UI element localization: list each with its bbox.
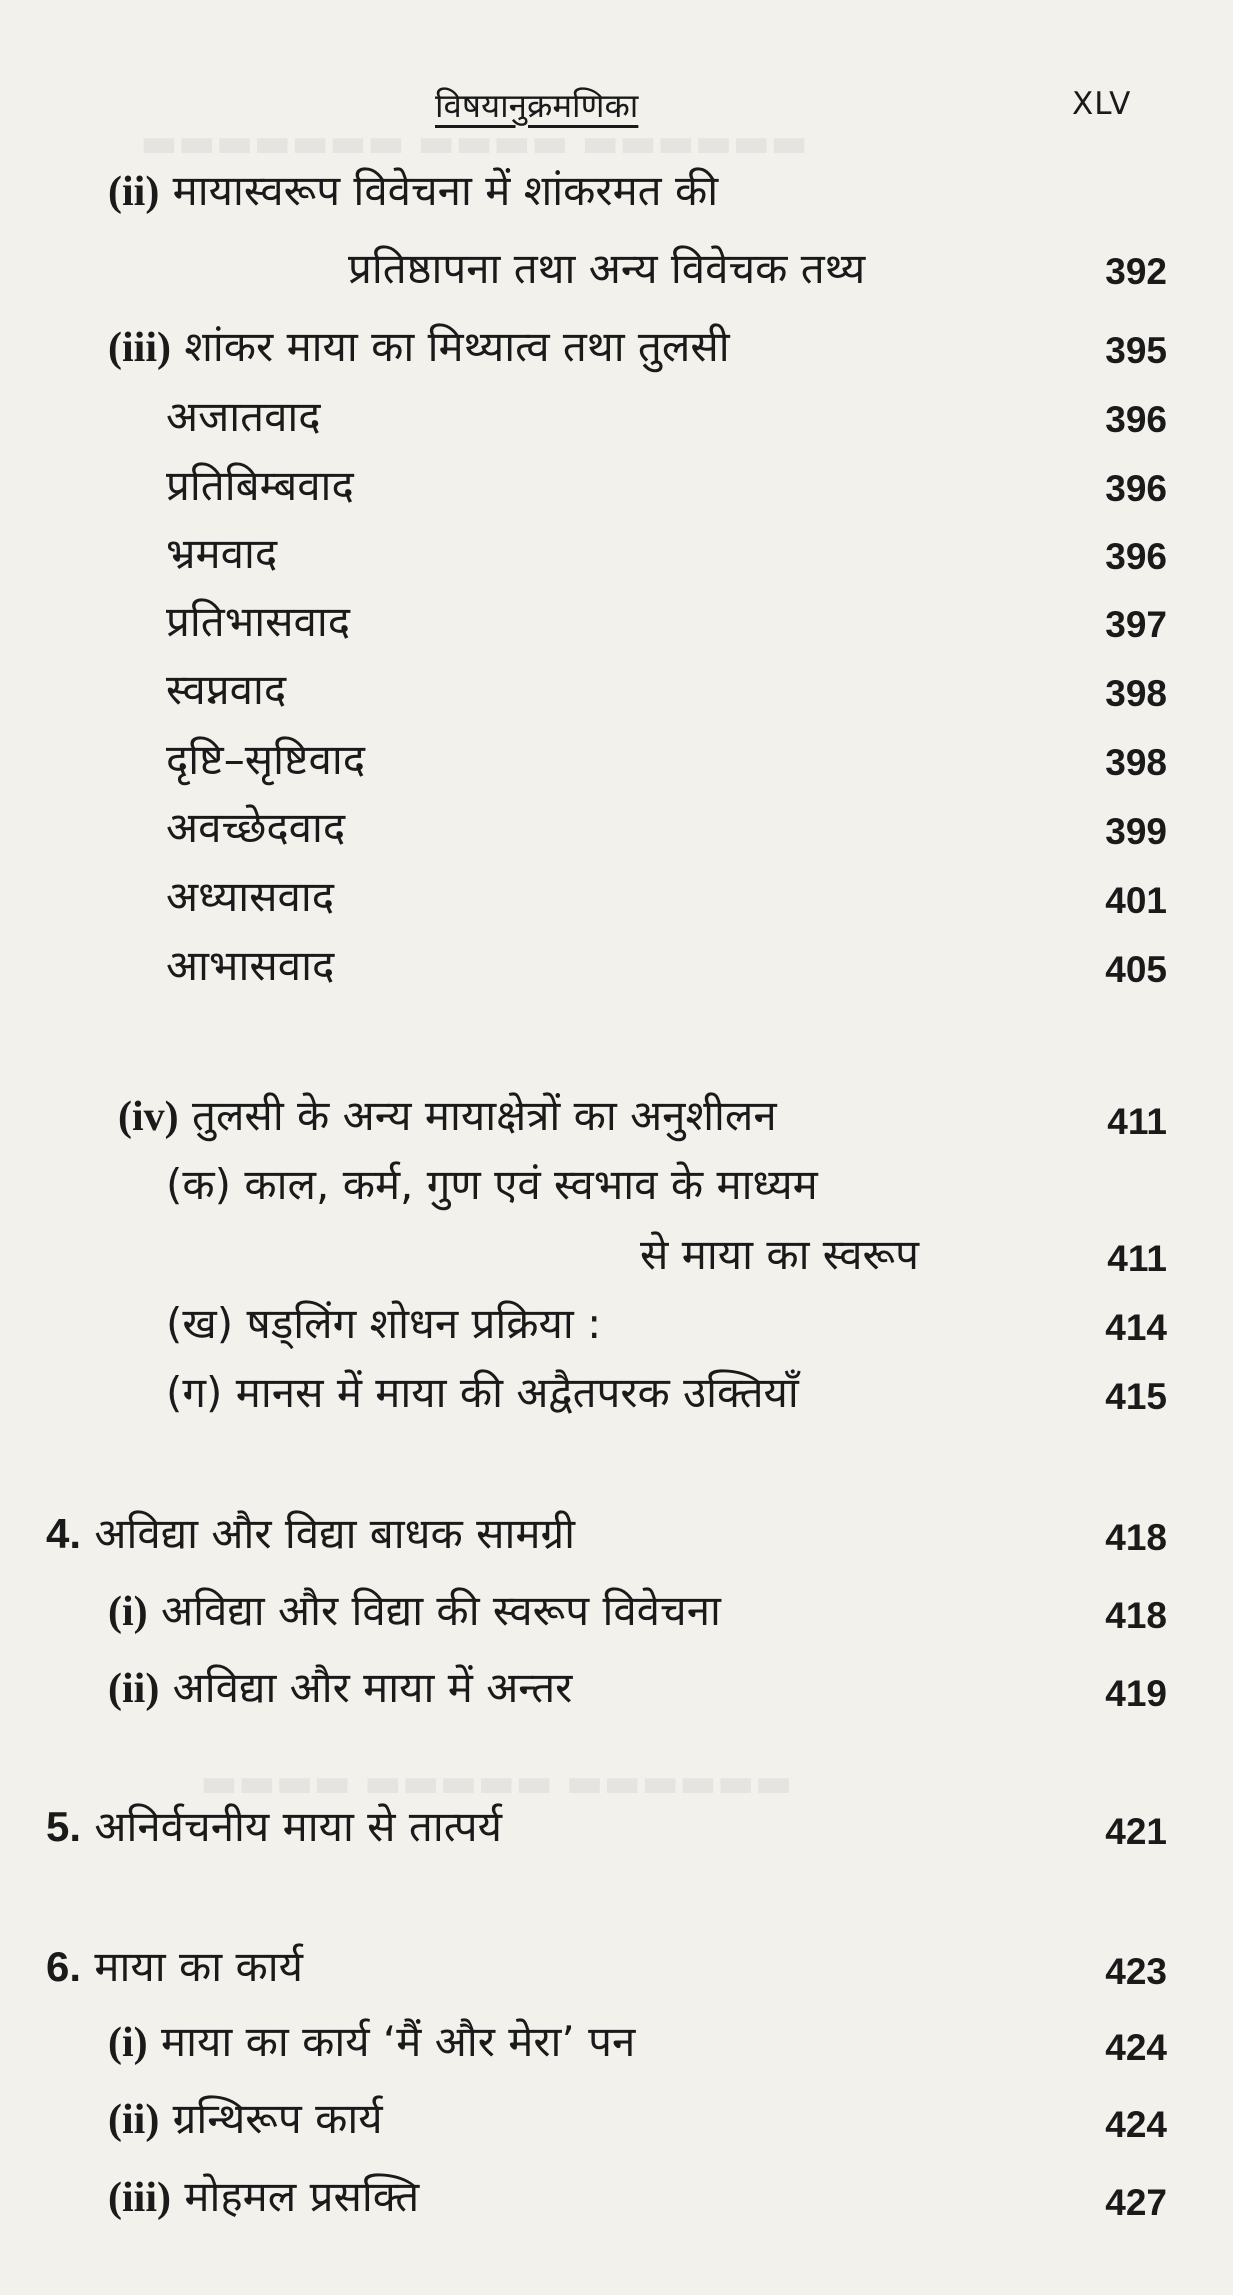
- toc-entry-page: 397: [1105, 604, 1167, 645]
- toc-entry: [166, 529, 278, 578]
- toc-entry-page: 396: [1105, 536, 1167, 577]
- toc-entry-text: प्रतिभासवाद: [166, 597, 351, 646]
- toc-entry-page: 411: [1107, 1238, 1167, 1279]
- toc-entry-text: शांकर माया का मिथ्यात्व तथा तुलसी: [184, 322, 730, 371]
- header-title: विषयानुक्रमणिका: [435, 86, 639, 125]
- toc-entry-text: मायास्वरूप विवेचना में शांकरमत की: [172, 166, 719, 215]
- toc-entry-text: आभासवाद: [166, 941, 335, 990]
- toc-entry-page: 424: [1105, 2104, 1167, 2145]
- toc-entry-label: 4.: [46, 1510, 82, 1557]
- toc-entry-label: (iv): [118, 1094, 179, 1140]
- toc-entry-page: 398: [1105, 742, 1167, 783]
- toc-entry-page: 411: [1107, 1101, 1167, 1142]
- toc-entry: [166, 735, 366, 784]
- toc-entry: [46, 1802, 503, 1851]
- bleed-through-texture: ▬▬▬▬▬▬ ▬▬▬▬ ▬▬▬▬▬▬▬: [140, 120, 808, 166]
- toc-entry-page: 414: [1105, 1307, 1167, 1348]
- toc-entry-page: 401: [1105, 880, 1167, 921]
- toc-entry-label: (iii): [108, 2175, 171, 2221]
- toc-entry-label: (i): [108, 1589, 148, 1635]
- toc-entry-page: 392: [1105, 251, 1167, 292]
- toc-entry: [166, 392, 321, 441]
- toc-entry: [46, 1942, 303, 1991]
- toc-entry-text: अविद्या और विद्या बाधक सामग्री: [94, 1509, 576, 1558]
- toc-entry-label: (ii): [108, 169, 160, 215]
- toc-entry-label: (ii): [108, 2097, 160, 2143]
- toc-entry-page: 398: [1105, 673, 1167, 714]
- toc-entry: [108, 322, 730, 371]
- toc-entry-text: माया का कार्य: [94, 1942, 303, 1991]
- toc-entry: [640, 1230, 919, 1279]
- toc-entry-text: अविद्या और विद्या की स्वरूप विवेचना: [161, 1586, 721, 1635]
- toc-entry-text: अजातवाद: [166, 392, 321, 441]
- bleed-through-texture: ▬▬▬▬▬▬ ▬▬▬▬▬ ▬▬▬▬: [200, 1760, 793, 1806]
- toc-entry-text: भ्रमवाद: [166, 529, 278, 578]
- toc-entry: [166, 1368, 799, 1417]
- toc-entry-page: 423: [1105, 1951, 1167, 1992]
- toc-entry-text: (क) काल, कर्म, गुण एवं स्वभाव के माध्यम: [166, 1160, 818, 1209]
- toc-entry-text: मोहमल प्रसक्ति: [184, 2172, 420, 2221]
- toc-entry-page: 424: [1105, 2027, 1167, 2068]
- toc-entry: [46, 1509, 576, 1558]
- toc-entry-label: (ii): [108, 1666, 160, 1712]
- toc-entry-page: 396: [1105, 468, 1167, 509]
- toc-entry: [166, 665, 287, 714]
- toc-entry-text: अनिर्वचनीय माया से तात्पर्य: [94, 1802, 503, 1851]
- toc-entry-text: (ग) मानस में माया की अद्वैतपरक उक्तियाँ: [166, 1368, 799, 1417]
- toc-entry-text: अध्यासवाद: [166, 872, 335, 921]
- toc-entry: [166, 872, 335, 921]
- toc-entry-text: माया का कार्य ‘मैं और मेरा’ पन: [161, 2017, 636, 2066]
- toc-entry: [166, 1160, 818, 1209]
- header-page-number: XLV: [1072, 86, 1132, 122]
- toc-entry-text: तुलसी के अन्य मायाक्षेत्रों का अनुशीलन: [192, 1091, 777, 1140]
- toc-entry: [108, 2017, 636, 2066]
- toc-entry: [118, 1091, 777, 1140]
- toc-entry-text: प्रतिबिम्बवाद: [166, 461, 354, 510]
- toc-entry-page: 415: [1105, 1376, 1167, 1417]
- toc-entry-text: अवच्छेदवाद: [166, 803, 346, 852]
- toc-entry-page: 399: [1105, 811, 1167, 852]
- toc-entry: [166, 941, 335, 990]
- toc-entry: [108, 2172, 420, 2221]
- toc-entry: [348, 244, 866, 293]
- toc-entry-label: 5.: [46, 1803, 82, 1850]
- toc-entry: [108, 166, 719, 215]
- toc-entry: [166, 1299, 602, 1348]
- toc-entry-page: 418: [1105, 1595, 1167, 1636]
- toc-entry-page: 396: [1105, 399, 1167, 440]
- toc-entry-text: स्वप्नवाद: [166, 665, 287, 714]
- toc-entry-page: 427: [1105, 2182, 1167, 2223]
- toc-entry-text: अविद्या और माया में अन्तर: [172, 1663, 573, 1712]
- toc-entry: [166, 597, 351, 646]
- toc-entry: [166, 803, 346, 852]
- toc-entry-page: 419: [1105, 1673, 1167, 1714]
- toc-entry-text: प्रतिष्ठापना तथा अन्य विवेचक तथ्य: [348, 244, 866, 293]
- toc-entry-text: ग्रन्थिरूप कार्य: [172, 2094, 383, 2143]
- toc-entry-text: दृष्टि–सृष्टिवाद: [166, 735, 366, 784]
- toc-entry-text: से माया का स्वरूप: [640, 1230, 919, 1279]
- toc-entry-label: (i): [108, 2020, 148, 2066]
- toc-entry-text: (ख) षड्लिंग शोधन प्रक्रिया :: [166, 1299, 602, 1348]
- toc-entry-label: 6.: [46, 1943, 82, 1990]
- toc-entry-page: 395: [1105, 330, 1167, 371]
- toc-entry: [166, 461, 354, 510]
- toc-entry: [108, 1663, 573, 1712]
- toc-entry: [108, 1586, 721, 1635]
- toc-entry-label: (iii): [108, 325, 171, 371]
- toc-entry: [108, 2094, 383, 2143]
- toc-entry-page: 421: [1105, 1811, 1167, 1852]
- toc-entry-page: 405: [1105, 949, 1167, 990]
- toc-entry-page: 418: [1105, 1517, 1167, 1558]
